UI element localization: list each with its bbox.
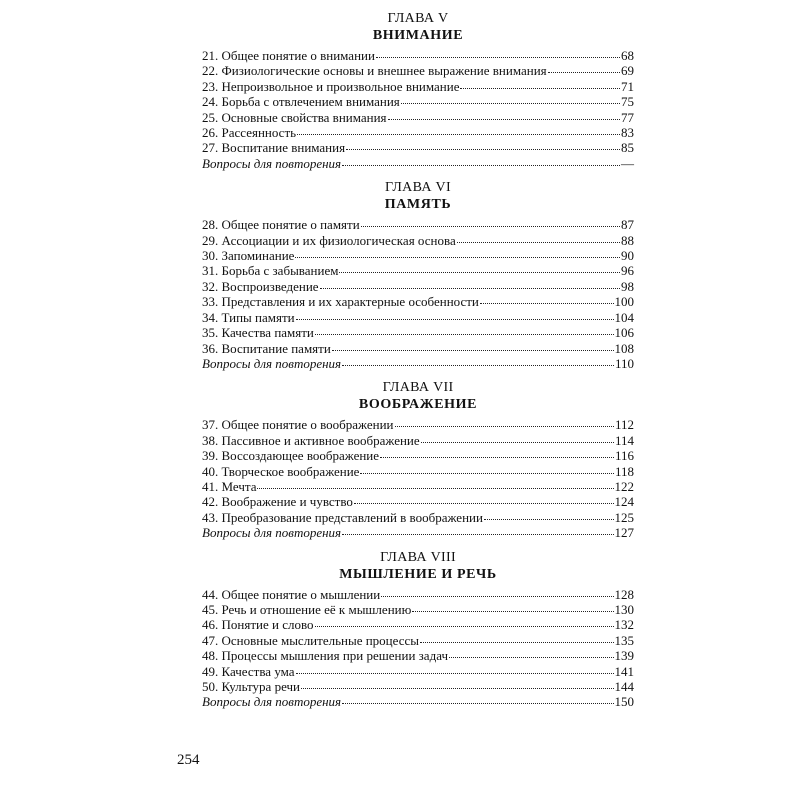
- dot-leader: [401, 103, 620, 104]
- page-reference: 87: [621, 217, 634, 233]
- toc-entry: [202, 510, 634, 525]
- toc-entry: [202, 110, 634, 125]
- section-title: 36. Воспитание памяти: [202, 340, 331, 356]
- toc-entry: [202, 48, 634, 63]
- dot-leader: [388, 119, 620, 120]
- page-reference: 128: [614, 586, 634, 602]
- toc-entry: [202, 279, 634, 294]
- dot-leader: [342, 534, 613, 535]
- toc-entry: [202, 479, 634, 494]
- page-reference: 122: [614, 478, 634, 494]
- toc-entry: [202, 310, 634, 325]
- page-reference: 141: [614, 663, 634, 679]
- chapter-number: ГЛАВА VI: [385, 180, 451, 196]
- dot-leader: [480, 303, 614, 304]
- toc-entry: [202, 125, 634, 140]
- toc-entry: [202, 356, 634, 371]
- section-title: 21. Общее понятие о внимании: [202, 48, 375, 63]
- dot-leader: [295, 257, 620, 258]
- section-title: 27. Воспитание внимания: [202, 140, 346, 156]
- toc-entry: [202, 156, 634, 171]
- dot-leader: [421, 442, 614, 443]
- toc-entry: [202, 263, 634, 278]
- dot-leader: [346, 149, 620, 150]
- section-title: 46. Понятие и слово: [202, 617, 314, 633]
- chapter-title: ПАМЯТЬ: [384, 197, 452, 213]
- section-title: 48. Процессы мышления при решении задач: [202, 648, 448, 664]
- chapter-number: ГЛАВА V: [387, 11, 449, 26]
- dot-leader: [315, 626, 614, 627]
- section-title: 31. Борьба с забыванием: [202, 263, 339, 279]
- toc-entry: [202, 294, 634, 309]
- page-reference: —: [621, 155, 634, 171]
- table-of-contents: [202, 10, 634, 710]
- toc-entry: [202, 94, 634, 109]
- dot-leader: [332, 350, 614, 351]
- dot-leader: [354, 503, 614, 504]
- dot-leader: [457, 242, 620, 243]
- chapter-title: МЫШЛЕНИЕ И РЕЧЬ: [339, 566, 497, 582]
- dot-leader: [381, 596, 613, 597]
- dot-leader: [361, 226, 620, 227]
- page-reference: 118: [614, 463, 634, 479]
- dot-leader: [339, 272, 620, 273]
- chapter-section: [202, 179, 634, 371]
- page-reference: 139: [614, 648, 634, 664]
- dot-leader: [342, 365, 614, 366]
- toc-entry: [202, 63, 634, 78]
- page-reference: 114: [614, 432, 634, 448]
- review-questions-label: Вопросы для повторения: [202, 355, 342, 371]
- page-reference: 71: [621, 78, 634, 94]
- page-reference: 100: [614, 294, 634, 310]
- section-title: 35. Качества памяти: [202, 325, 314, 341]
- section-title: 26. Рассеянность: [202, 125, 297, 141]
- section-title: 50. Культура речи: [202, 679, 301, 694]
- toc-entry: [202, 633, 634, 648]
- dot-leader: [420, 642, 613, 643]
- dot-leader: [342, 165, 620, 166]
- section-title: 22. Физиологические основы и внешнее выражение внимания: [202, 63, 547, 79]
- page-reference: 85: [621, 140, 634, 156]
- page-reference: 116: [614, 448, 634, 464]
- section-title: 39. Воссоздающее воображение: [202, 448, 380, 464]
- page-reference: 75: [621, 94, 634, 110]
- page-reference: 88: [621, 232, 634, 248]
- page-reference: 132: [614, 617, 634, 633]
- section-title: 37. Общее понятие о воображении: [202, 417, 394, 433]
- page-reference: 96: [621, 263, 634, 279]
- toc-entry: [202, 679, 634, 694]
- dot-leader: [315, 334, 614, 335]
- dot-leader: [449, 657, 614, 658]
- chapter-section: [202, 10, 634, 171]
- dot-leader: [360, 473, 614, 474]
- chapter-number: ГЛАВА VII: [382, 380, 454, 396]
- page-reference: 135: [614, 632, 634, 648]
- chapter-section: [202, 379, 634, 540]
- section-title: 24. Борьба с отвлечением внимания: [202, 94, 400, 110]
- dot-leader: [296, 673, 614, 674]
- page-reference: 144: [614, 679, 634, 694]
- section-title: 28. Общее понятие о памяти: [202, 217, 360, 233]
- dot-leader: [257, 488, 613, 489]
- page-reference: 98: [621, 278, 634, 294]
- section-title: 44. Общее понятие о мышлении: [202, 586, 381, 602]
- section-title: 42. Воображение и чувство: [202, 494, 353, 510]
- section-title: 25. Основные свойства внимания: [202, 109, 387, 125]
- section-title: 45. Речь и отношение её к мышлению: [202, 601, 412, 617]
- section-title: 34. Типы памяти: [202, 309, 295, 325]
- page-reference: 69: [621, 63, 634, 79]
- section-title: 29. Ассоциации и их физиологическая основа: [202, 232, 456, 248]
- page-reference: 112: [614, 417, 634, 433]
- toc-entry: [202, 417, 634, 432]
- section-title: 40. Творческое воображение: [202, 463, 360, 479]
- toc-entry: [202, 525, 634, 540]
- toc-entry: [202, 325, 634, 340]
- dot-leader: [460, 88, 620, 89]
- dot-leader: [297, 134, 620, 135]
- dot-leader: [484, 519, 614, 520]
- toc-entry: [202, 217, 634, 232]
- page-reference: 127: [614, 525, 634, 541]
- page-reference: 130: [614, 601, 634, 617]
- page-reference: 106: [614, 325, 634, 341]
- dot-leader: [376, 57, 620, 58]
- toc-entry: [202, 494, 634, 509]
- page-reference: 110: [614, 355, 634, 371]
- dot-leader: [320, 288, 620, 289]
- page-reference: 150: [614, 694, 634, 710]
- page-reference: 68: [621, 48, 634, 63]
- section-title: 38. Пассивное и активное воображение: [202, 432, 420, 448]
- section-title: 41. Мечта: [202, 478, 257, 494]
- page-reference: 77: [621, 109, 634, 125]
- review-questions-label: Вопросы для повторения: [202, 155, 342, 171]
- toc-entry: [202, 233, 634, 248]
- page-reference: 104: [614, 309, 634, 325]
- dot-leader: [380, 457, 614, 458]
- section-title: 23. Непроизвольное и произвольное внимание: [202, 78, 460, 94]
- page-reference: 90: [621, 248, 634, 264]
- section-title: 49. Качества ума: [202, 663, 295, 679]
- page-reference: 83: [621, 125, 634, 141]
- toc-entry: [202, 587, 634, 602]
- chapter-section: [202, 549, 634, 710]
- section-title: 47. Основные мыслительные процессы: [202, 632, 420, 648]
- dot-leader: [296, 319, 614, 320]
- dot-leader: [301, 688, 613, 689]
- dot-leader: [342, 703, 613, 704]
- dot-leader: [412, 611, 613, 612]
- section-title: 32. Воспроизведение: [202, 278, 319, 294]
- toc-entry: [202, 248, 634, 263]
- review-questions-label: Вопросы для повторения: [202, 694, 342, 710]
- toc-entry: [202, 664, 634, 679]
- page-number: 254: [177, 752, 200, 768]
- dot-leader: [548, 72, 620, 73]
- review-questions-label: Вопросы для повторения: [202, 525, 342, 541]
- toc-entry: [202, 79, 634, 94]
- toc-entry: [202, 448, 634, 463]
- toc-entry: [202, 617, 634, 632]
- section-title: 30. Запоминание: [202, 248, 295, 264]
- page-reference: 124: [614, 494, 634, 510]
- toc-entry: [202, 140, 634, 155]
- page-reference: 125: [614, 509, 634, 525]
- toc-entry: [202, 602, 634, 617]
- toc-entry: [202, 694, 634, 709]
- toc-entry: [202, 433, 634, 448]
- toc-entry: [202, 464, 634, 479]
- dot-leader: [395, 426, 614, 427]
- chapter-number: ГЛАВА VIII: [380, 549, 456, 565]
- chapter-title: ВНИМАНИЕ: [372, 28, 464, 43]
- toc-entry: [202, 648, 634, 663]
- section-title: 43. Преобразование представлений в воображении: [202, 509, 483, 525]
- toc-entry: [202, 341, 634, 356]
- section-title: 33. Представления и их характерные особенности: [202, 294, 479, 310]
- page-reference: 108: [614, 340, 634, 356]
- chapter-title: ВООБРАЖЕНИЕ: [358, 397, 478, 413]
